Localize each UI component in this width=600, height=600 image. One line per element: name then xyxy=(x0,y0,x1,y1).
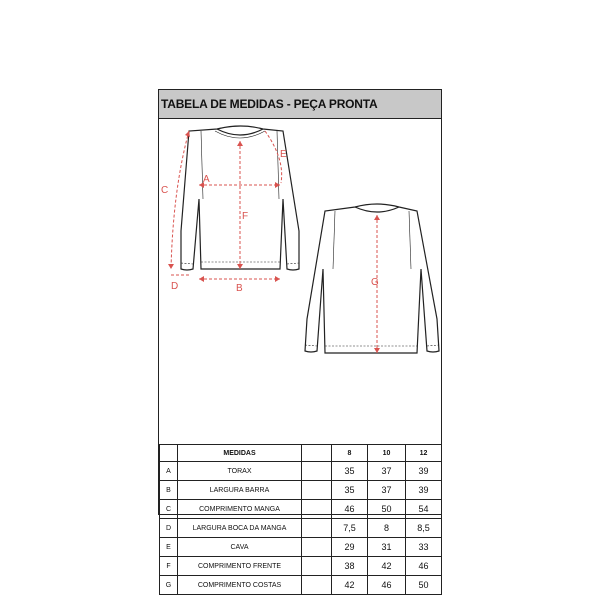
row-value: 7,5 xyxy=(332,519,368,538)
row-value: 35 xyxy=(332,462,368,481)
row-name: COMPRIMENTO MANGA xyxy=(178,500,302,519)
table-row xyxy=(160,500,442,519)
row-name: CAVA xyxy=(178,538,302,557)
label-f: F xyxy=(242,211,249,222)
row-letter: C xyxy=(160,500,178,519)
row-name: COMPRIMENTO COSTAS xyxy=(178,576,302,595)
row-letter: A xyxy=(160,462,178,481)
row-name: TORAX xyxy=(178,462,302,481)
table-header-row xyxy=(160,445,442,462)
header-measures: MEDIDAS xyxy=(178,445,302,462)
size-table xyxy=(159,444,442,595)
row-letter: G xyxy=(160,576,178,595)
row-value: 37 xyxy=(368,481,406,500)
row-value: 42 xyxy=(368,557,406,576)
table-row xyxy=(160,557,442,576)
row-value: 31 xyxy=(368,538,406,557)
row-value: 50 xyxy=(406,576,442,595)
row-letter: E xyxy=(160,538,178,557)
title-bar xyxy=(159,90,441,119)
header-size-12: 12 xyxy=(406,445,442,462)
sheet-title: TABELA DE MEDIDAS - PEÇA PRONTA xyxy=(161,97,378,111)
label-d: D xyxy=(171,281,179,292)
label-g: G xyxy=(371,277,379,288)
table-row xyxy=(160,519,442,538)
row-value: 37 xyxy=(368,462,406,481)
row-value: 46 xyxy=(406,557,442,576)
row-letter: F xyxy=(160,557,178,576)
label-a: A xyxy=(203,174,210,185)
header-size-10: 10 xyxy=(368,445,406,462)
row-value: 8,5 xyxy=(406,519,442,538)
row-value: 50 xyxy=(368,500,406,519)
garment-figure xyxy=(159,119,441,445)
label-e: E xyxy=(280,149,287,160)
row-value: 39 xyxy=(406,462,442,481)
row-value: 42 xyxy=(332,576,368,595)
row-letter: B xyxy=(160,481,178,500)
measurement-sheet xyxy=(158,89,442,590)
table-row xyxy=(160,462,442,481)
label-b: B xyxy=(236,283,243,294)
label-c: C xyxy=(161,185,169,196)
row-value: 33 xyxy=(406,538,442,557)
row-name: COMPRIMENTO FRENTE xyxy=(178,557,302,576)
row-value: 35 xyxy=(332,481,368,500)
row-value: 46 xyxy=(368,576,406,595)
row-name: LARGURA BOCA DA MANGA xyxy=(178,519,302,538)
row-value: 39 xyxy=(406,481,442,500)
row-value: 54 xyxy=(406,500,442,519)
row-value: 46 xyxy=(332,500,368,519)
row-value: 29 xyxy=(332,538,368,557)
row-value: 38 xyxy=(332,557,368,576)
table-row xyxy=(160,576,442,595)
row-letter: D xyxy=(160,519,178,538)
row-value: 8 xyxy=(368,519,406,538)
garment-illustration xyxy=(159,119,441,445)
table-row xyxy=(160,481,442,500)
header-size-8: 8 xyxy=(332,445,368,462)
table-row xyxy=(160,538,442,557)
row-name: LARGURA BARRA xyxy=(178,481,302,500)
